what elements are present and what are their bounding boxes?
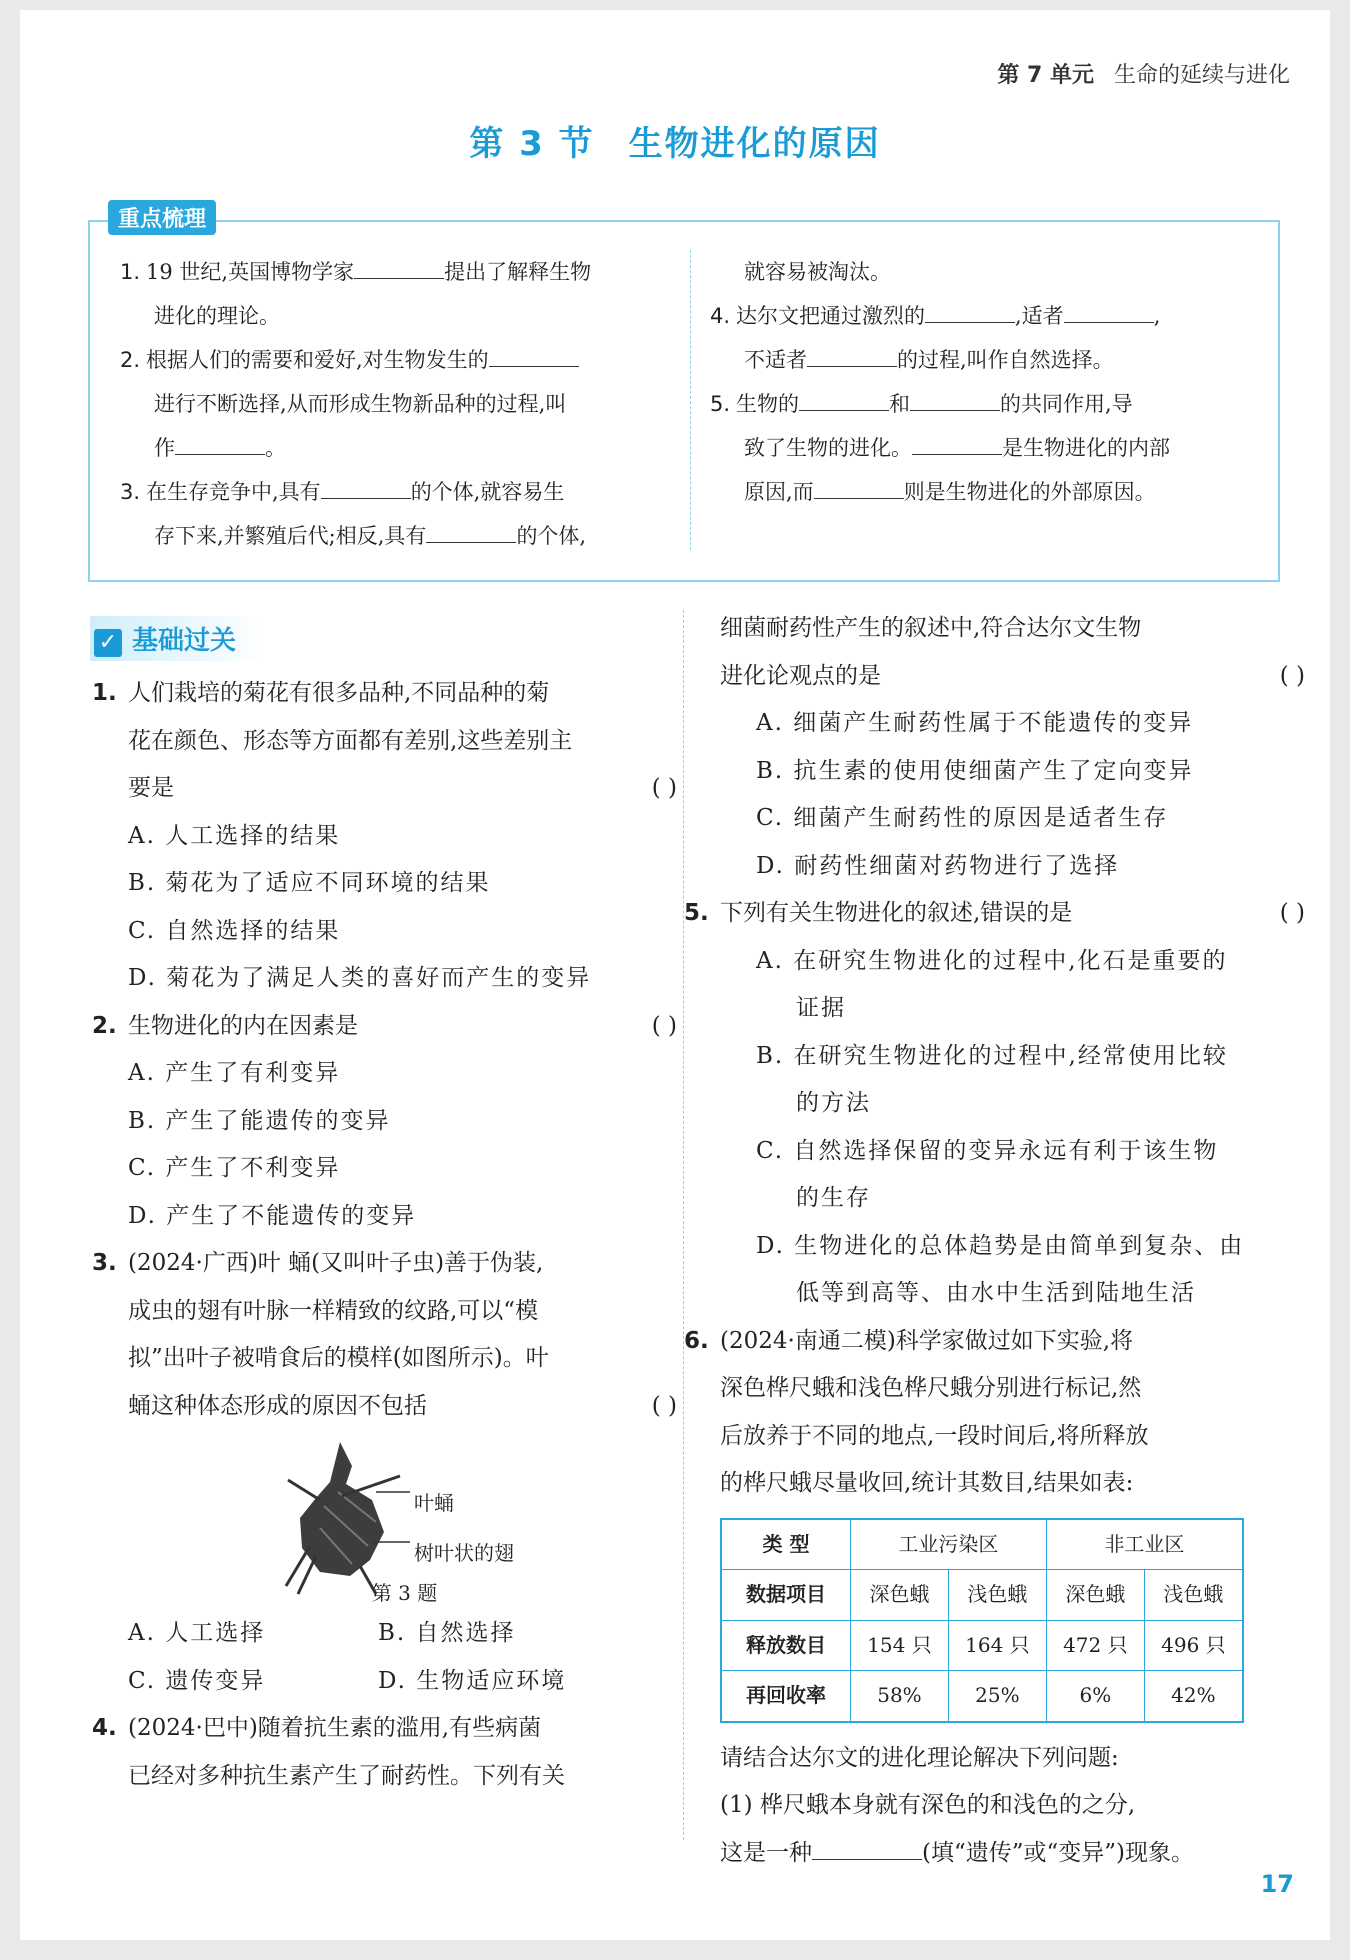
figure-label-insect: 叶蛹 — [414, 1491, 454, 1515]
question-6: 6. (2024·南通二模)科学家做过如下实验,将 深色桦尺蛾和浅色桦尺蛾分别进行标记,然 后放养于不同的地点,一段时间后,将所释放 的桦尺蛾尽量收回,统计其数目,结果如表: 类 型 工业污染区 非工业区 数据项目 深色蛾 浅色蛾 深色蛾 浅色蛾 释放数目 154 只 164 只 472 只 496 只 再回收率 58% 25% 6% 42% 请结合达尔文的进化理论解决下列问题: (1) 桦尺蛾本身就有深色的和浅色的之分, 这是一种 (填“遗传”或“变异”)现象。 — [684, 1318, 1305, 1878]
leaf-insect-icon — [280, 1436, 410, 1596]
section-title — [20, 116, 1330, 165]
table-cell: 深色蛾 — [851, 1570, 949, 1621]
option[interactable]: D. 生物进化的总体趋势是由简单到复杂、由 — [756, 1232, 1245, 1259]
question-4: 4. (2024·巴中)随着抗生素的滥用,有些病菌 已经对多种抗生素产生了耐药性。下列有关 — [92, 1715, 565, 1789]
basic-section-label: 基础过关 — [132, 626, 237, 656]
page — [20, 10, 1330, 1940]
option[interactable]: A. 产生了有利变异 — [128, 1060, 341, 1086]
fill-blank[interactable] — [814, 480, 904, 499]
unit-title: 生命的延续与进化 — [1113, 63, 1290, 88]
table-cell: 工业污染区 — [851, 1519, 1047, 1570]
fill-blank[interactable] — [426, 524, 516, 543]
checkbox-icon: ✓ — [94, 629, 122, 657]
option-row — [92, 1610, 677, 1658]
table-cell: 深色蛾 — [1046, 1570, 1144, 1621]
fill-blank[interactable] — [175, 436, 265, 455]
running-header — [997, 58, 1290, 89]
leaf-insect-figure — [92, 1430, 677, 1610]
option[interactable]: C. 遗传变异 — [128, 1667, 266, 1694]
option[interactable]: C. 自然选择保留的变异永远有利于该生物 — [756, 1137, 1219, 1164]
table-cell: 数据项目 — [721, 1570, 851, 1621]
section-name: 生物进化的原因 — [628, 124, 881, 164]
fill-blank[interactable] — [1064, 304, 1154, 323]
table-cell: 42% — [1144, 1671, 1243, 1722]
right-column — [684, 605, 1305, 1877]
left-column — [92, 670, 677, 1800]
option[interactable]: D. 生物适应环境 — [378, 1667, 567, 1694]
table-cell: 6% — [1046, 1671, 1144, 1722]
summary-item-3-end: 就容易被淘汰。 — [744, 260, 891, 284]
option[interactable]: A. 在研究生物进化的过程中,化石是重要的 — [756, 947, 1228, 974]
table-cell: 154 只 — [851, 1620, 949, 1671]
fill-blank[interactable] — [354, 260, 444, 279]
summary-item-2: 2. 根据人们的需要和爱好,对生物发生的 — [120, 338, 680, 382]
question-4-cont: 细菌耐药性产生的叙述中,符合达尔文生物 进化论观点的是 ( ) A. 细菌产生耐药性属于不能遗传的变异 B. 抗生素的使用使细菌产生了定向变异 C. 细菌产生耐药性的原因是适者生存 D. 耐药性细菌对药物进行了选择 — [720, 605, 1305, 890]
figure-caption: 第 3 题 — [371, 1581, 438, 1605]
section-number: 第 3 节 — [469, 124, 595, 164]
fill-blank[interactable] — [807, 348, 897, 367]
option[interactable]: B. 在研究生物进化的过程中,经常使用比较 — [756, 1042, 1228, 1069]
fill-blank[interactable] — [812, 1841, 922, 1860]
summary-item-5-cont2: 原因,而 则是生物进化的外部原因。 — [744, 480, 1156, 504]
summary-divider — [690, 250, 691, 550]
table-cell: 浅色蛾 — [948, 1570, 1046, 1621]
summary-item-2-cont: 进行不断选择,从而形成生物新品种的过程,叫 — [154, 392, 567, 416]
question-1: 1. 人们栽培的菊花有很多品种,不同品种的菊 花在颜色、形态等方面都有差别,这些差别主 要是 ( ) A. 人工选择的结果 B. 菊花为了适应不同环境的结果 C. 自然选择的结果 D. 菊花为了满足人类的喜好而产生的变异 — [92, 670, 677, 1003]
page-number: 17 — [1260, 1870, 1294, 1898]
table-cell: 浅色蛾 — [1144, 1570, 1243, 1621]
table-cell: 再回收率 — [721, 1671, 851, 1722]
unit-number: 第 7 单元 — [997, 63, 1094, 88]
summary-item-5: 5. 生物的 和 的共同作用,导 — [710, 392, 1133, 416]
option[interactable]: D. 菊花为了满足人类的喜好而产生的变异 — [128, 965, 592, 991]
summary-item-2-cont2: 作 。 — [154, 436, 286, 460]
summary-item-3-cont: 存下来,并繁殖后代;相反,具有 的个体, — [154, 524, 587, 548]
option[interactable]: C. 自然选择的结果 — [128, 917, 341, 944]
table-cell: 58% — [851, 1671, 949, 1722]
fill-blank[interactable] — [912, 436, 1002, 455]
summary-item-3: 3. 在生存竞争中,具有 的个体,就容易生 — [120, 480, 565, 504]
question-2: 2. 生物进化的内在因素是 ( ) A. 产生了有利变异 B. 产生了能遗传的变异 C. 产生了不利变异 D. 产生了不能遗传的变异 — [92, 1003, 677, 1241]
fill-blank[interactable] — [910, 392, 1000, 411]
table-cell: 164 只 — [948, 1620, 1046, 1671]
option[interactable]: C. 细菌产生耐药性的原因是适者生存 — [756, 805, 1169, 831]
answer-paren[interactable]: ( ) — [651, 1392, 677, 1419]
fill-blank[interactable] — [925, 304, 1015, 323]
answer-paren[interactable]: ( ) — [651, 1012, 677, 1039]
summary-item-1-cont: 进化的理论。 — [154, 304, 280, 328]
table-cell: 25% — [948, 1671, 1046, 1722]
option[interactable]: B. 菊花为了适应不同环境的结果 — [128, 870, 491, 896]
basic-section-tag — [90, 616, 266, 661]
key-points-tag: 重点梳理 — [108, 200, 216, 235]
answer-paren[interactable]: ( ) — [1279, 662, 1305, 689]
moth-data-table — [720, 1518, 1244, 1723]
question-5: 5. 下列有关生物进化的叙述,错误的是 ( ) A. 在研究生物进化的过程中,化石是重要的 证据 B. 在研究生物进化的过程中,经常使用比较 的方法 C. 自然选择保留的变异永远有利于该生物 的生存 D. 生物进化的总体趋势是由简单到复杂、由 低等到高等、由水中生活到陆地生活 — [684, 890, 1305, 1318]
summary-item-4-cont: 不适者 的过程,叫作自然选择。 — [744, 348, 1114, 372]
table-cell: 释放数目 — [721, 1620, 851, 1671]
option[interactable]: A. 人工选择 — [128, 1620, 266, 1646]
summary-right-column — [710, 250, 1270, 514]
figure-label-wing: 树叶状的翅 — [414, 1541, 514, 1565]
option[interactable]: C. 产生了不利变异 — [128, 1155, 341, 1181]
option[interactable]: D. 耐药性细菌对药物进行了选择 — [756, 852, 1120, 879]
option[interactable]: B. 自然选择 — [378, 1620, 516, 1646]
summary-item-1: 1. 19 世纪,英国博物学家 提出了解释生物 — [120, 260, 592, 284]
summary-item-4: 4. 达尔文把通过激烈的 ,适者 , — [710, 304, 1161, 328]
fill-blank[interactable] — [489, 348, 579, 367]
option[interactable]: D. 产生了不能遗传的变异 — [128, 1202, 417, 1229]
option-row — [92, 1658, 677, 1706]
option[interactable]: A. 人工选择的结果 — [128, 822, 341, 849]
table-cell: 496 只 — [1144, 1620, 1243, 1671]
summary-left-column — [120, 250, 680, 558]
answer-paren[interactable]: ( ) — [1279, 900, 1305, 926]
option[interactable]: B. 产生了能遗传的变异 — [128, 1107, 391, 1134]
table-cell: 472 只 — [1046, 1620, 1144, 1671]
option[interactable]: A. 细菌产生耐药性属于不能遗传的变异 — [756, 710, 1194, 736]
question-3: 3. (2024·广西)叶 蛹(又叫叶子虫)善于伪装, 成虫的翅有叶脉一样精致的纹路,可以“模 拟”出叶子被啃食后的模样(如图所示)。叶 蛹这种体态形成的原因不包括 ( ) 叶蛹 树叶状的翅 第 3 题 A. 人工选择 B. 自然选择 C. 遗传变异 D. 生物适应环境 — [92, 1240, 677, 1705]
answer-paren[interactable]: ( ) — [651, 775, 677, 801]
summary-item-5-cont: 致了生物的进化。 是生物进化的内部 — [744, 436, 1170, 460]
option[interactable]: B. 抗生素的使用使细菌产生了定向变异 — [756, 757, 1194, 784]
fill-blank[interactable] — [321, 480, 411, 499]
fill-blank[interactable] — [799, 392, 889, 411]
table-cell: 类 型 — [721, 1519, 851, 1570]
table-cell: 非工业区 — [1046, 1519, 1243, 1570]
